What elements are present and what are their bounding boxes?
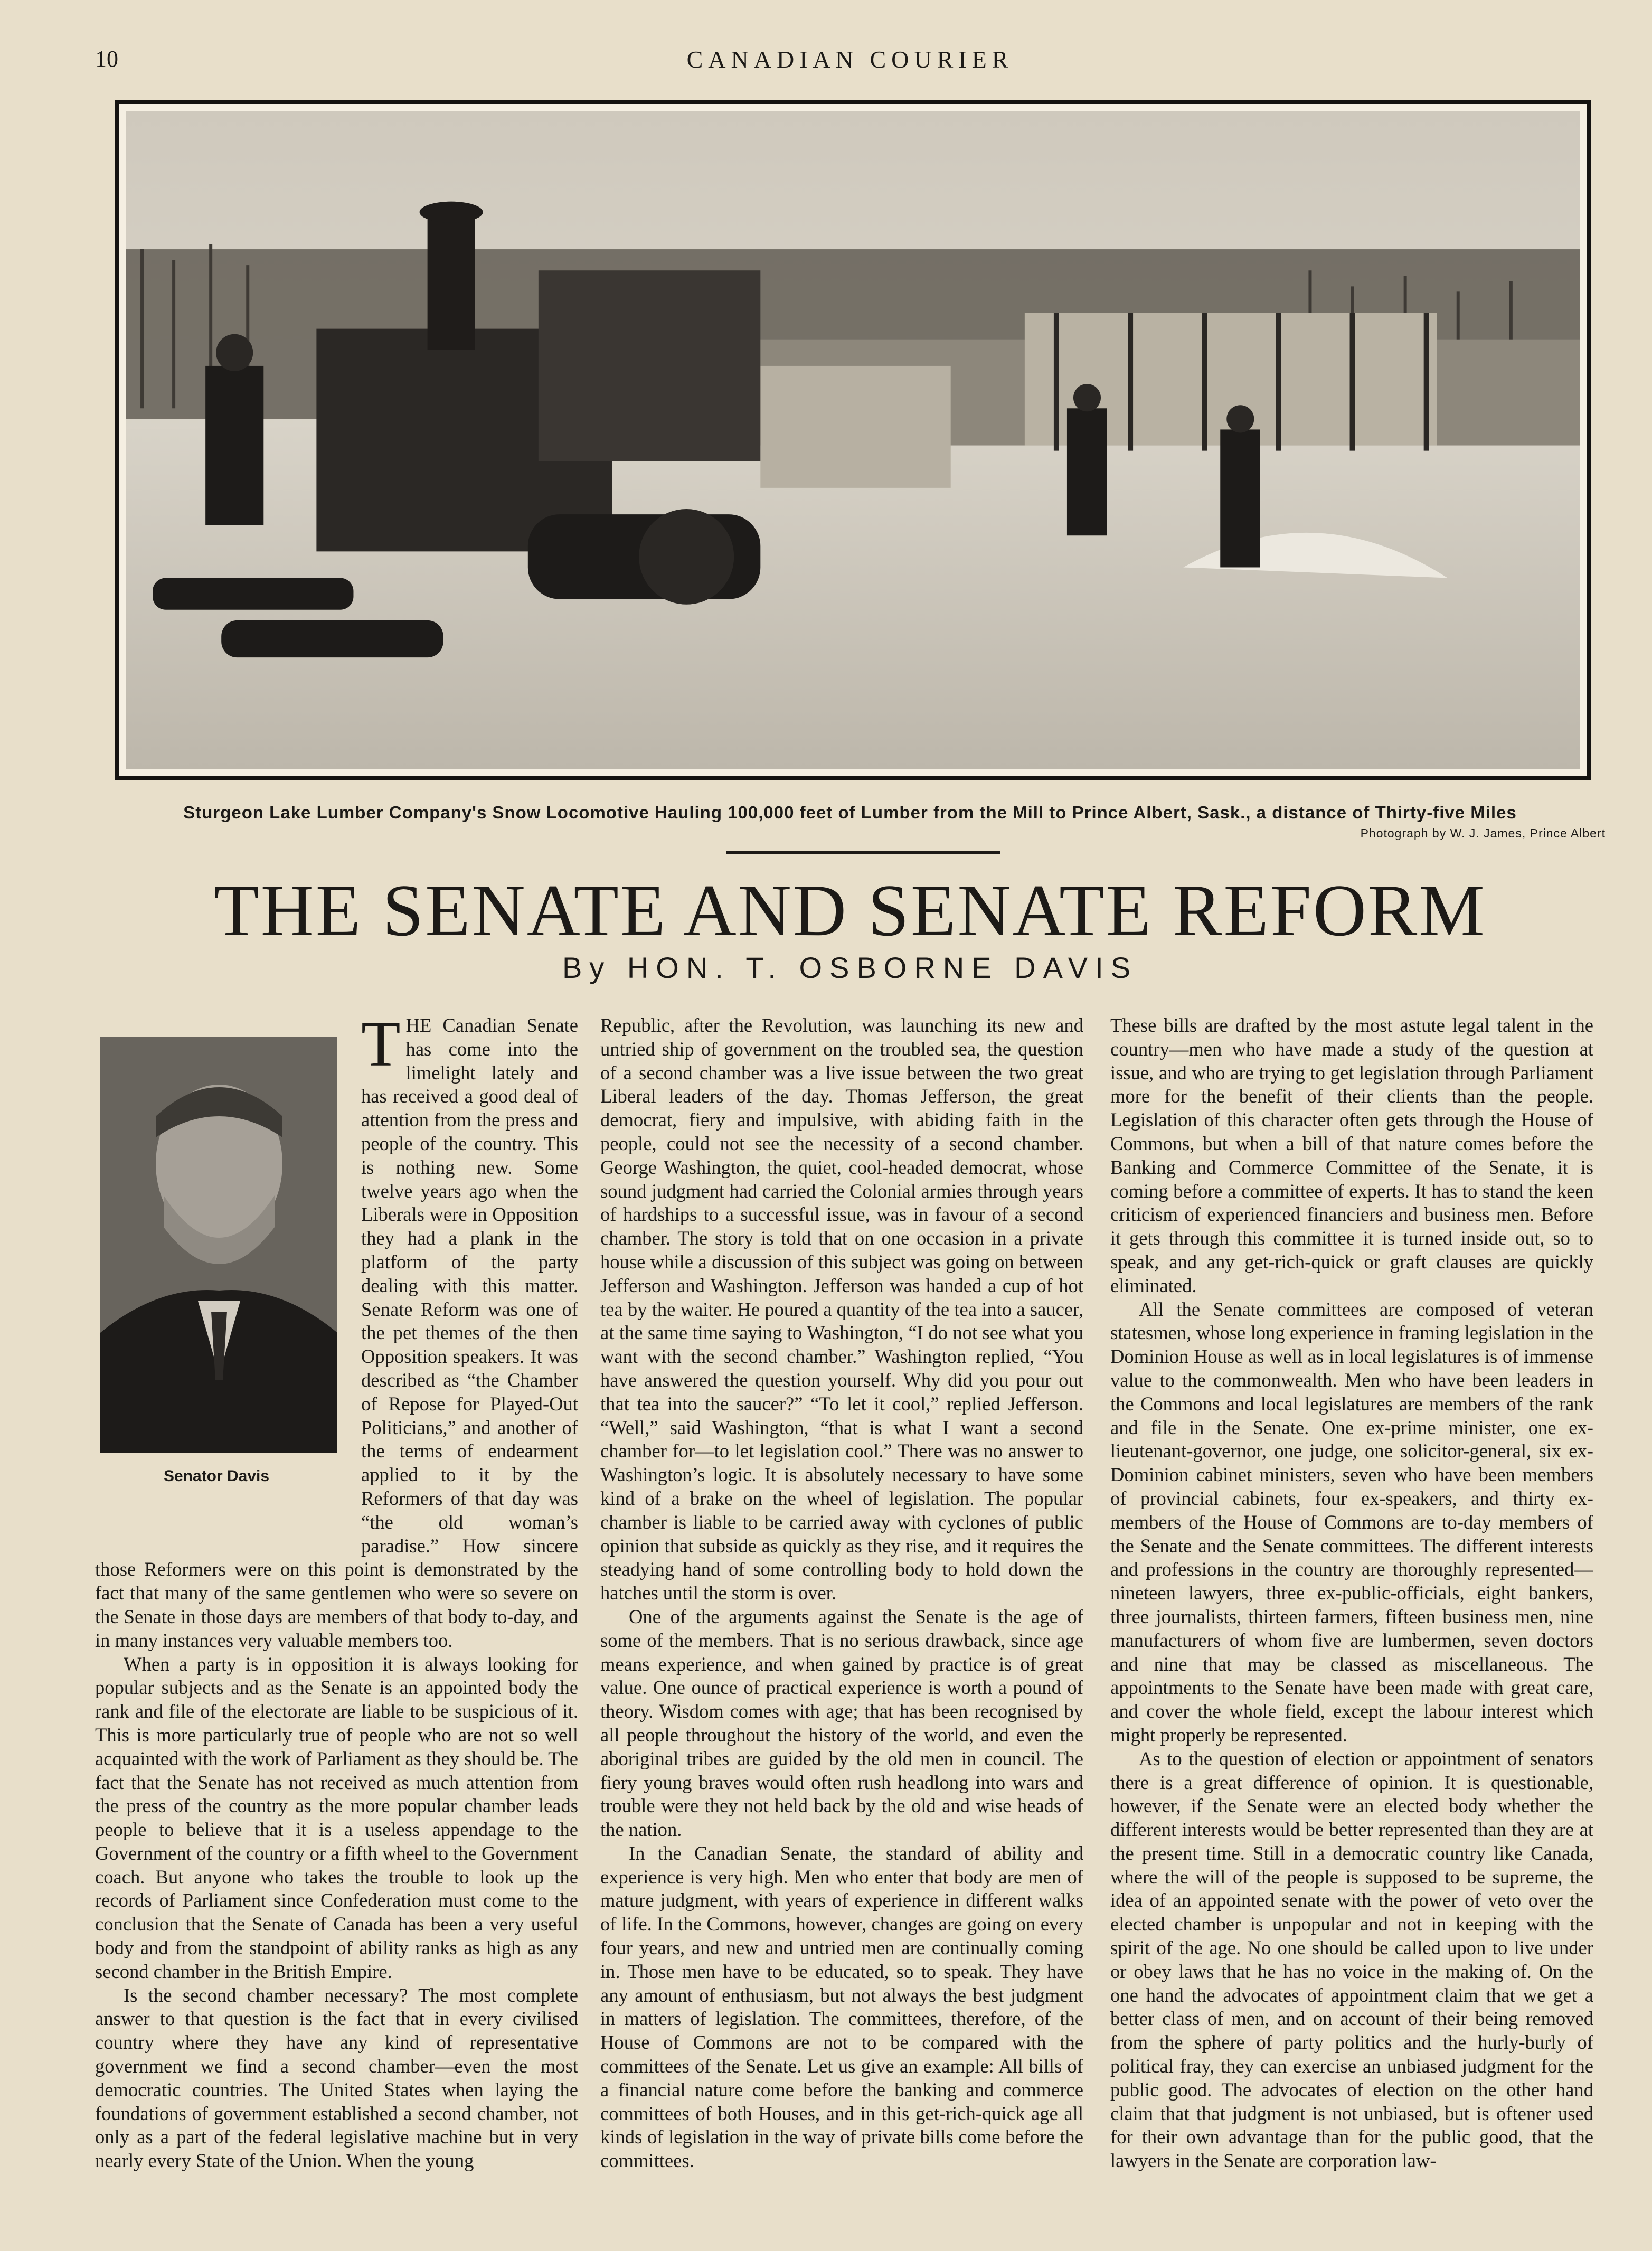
page-number: 10 bbox=[95, 46, 118, 72]
snow-locomotive-photo bbox=[126, 111, 1580, 769]
title-divider bbox=[726, 851, 1000, 854]
text-column-3 bbox=[1110, 1014, 1593, 2207]
photo-caption: Sturgeon Lake Lumber Company's Snow Locomotive Hauling 100,000 feet of Lumber from the Mill to Prince Albert, Sask., a distance of Thirty-five Miles bbox=[183, 803, 1517, 822]
paragraph: In the Canadian Senate, the standard of ability and experience is very high. Men who enter that body are men of mature judgment, with years of experience in different walks of life. In the Commons, however, changes are going on every four years, and new and untried men are continually coming in. Those men have to be educated, so to speak. They have any amount of enthusiasm, but not always the best judgment in matters of legislation. The committees, therefore, of the House of Commons are not to be compared with the committees of the Senate. Let us give an example: All bills of a financial nature come before the banking and commerce committees of both Houses, and in this get-rich-quick age all kinds of legislation in the way of private bills come before the committees. bbox=[600, 1842, 1083, 2172]
text-column-2 bbox=[600, 1014, 1083, 2207]
paragraph: All the Senate committees are composed of veteran statesmen, whose long experience in framing legislation in the Dominion House as well as in local legislatures is of immense value to the commonwealth. Men who have been leaders in the Commons and local legislatures are members of the rank and file in the Senate. One ex-prime minister, one ex-lieutenant-governor, one judge, one solicitor-general, six ex-Dominion cabinet ministers, seven who have been members of provincial cabinets, four ex-speakers, and thirty ex-members of the House of Commons are to-day members of the Senate and the Senate committees. The different interests and professions in the country are thoroughly represented—nineteen lawyers, three ex-public-officials, eight bankers, three journalists, thirteen farmers, fifteen business men, nine manufacturers of whom five are lumbermen, seven doctors and nine that may be classed as miscellaneous. The appointments to the Senate have been made with great care, and cover the whole field, except the labour interest which might properly be represented. bbox=[1110, 1298, 1593, 1746]
article-byline: By HON. T. OSBORNE DAVIS bbox=[562, 951, 1138, 984]
paragraph: Is the second chamber necessary? The most complete answer to that question is the fact that in every civilised country where they have any kind of representative government we find a second chamber—even the most democratic countries. The United States when laying the foundations of government established a second chamber, not only as a part of the federal legislative machine but in very nearly every State of the Union. When the young bbox=[95, 1984, 578, 2172]
senator-portrait bbox=[100, 1037, 337, 1453]
text-column-1 bbox=[95, 1014, 578, 2207]
paragraph: As to the question of election or appointment of senators there is a great difference of opinion. It is questionable, however, if the Senate were an elected body whether the different interests would be better represented than they are at the present time. Still in a democratic country like Canada, where the will of the people is supposed to be supreme, the idea of an appointed senate with the power of veto over the elected chamber is unpopular and not in keeping with the spirit of the age. No one should be called upon to live under or obey laws that he has no voice in the making of. On the one hand the advocates of appointment claim that we get a better class of men, and on account of their being removed from the sphere of party politics and the hurly-burly of political fray, they can exercise an unbiased judgment for the public good. The advocates of election on the other hand claim that that judgment is not unbiased, but is oftener used for their own advantage than for the public good, that the lawyers in the Senate are corporation law- bbox=[1110, 1747, 1593, 2172]
portrait-caption: Senator Davis bbox=[163, 1467, 270, 1485]
portrait-block bbox=[95, 1015, 338, 1548]
photo-credit: Photograph by W. J. James, Prince Albert bbox=[1360, 826, 1606, 840]
paragraph: One of the arguments against the Senate is the age of some of the members. That is no serious drawback, since age means experience, and when gained by practice is of great value. One ounce of practical experience is worth a pound of theory. Wisdom comes with age; that has been recognised by all people throughout the history of the world, and even the aboriginal tribes are guided by the old men in council. The fiery young braves would often rush headlong into wars and trouble were they not held back by the old and wise heads of the nation. bbox=[600, 1605, 1083, 1841]
photo-frame bbox=[115, 100, 1591, 780]
article-title: THE SENATE AND SENATE REFORM bbox=[214, 870, 1486, 952]
paragraph: When a party is in opposition it is always looking for popular subjects and as the Senate is an appointed body the rank and file of the electorate are liable to be suspicious of it. This is more particularly true of people who are not so well acquainted with the work of Parliament as they should be. The fact that the Senate has not received as much attention from the press of the country as the more popular chamber leads people to believe that it is a useless appendage to the Government of the country or a fifth wheel to the Government coach. But anyone who takes the trouble to look up the records of Parliament since Confederation must come to the conclusion that the Senate of Canada has been a very useful body and from the standpoint of ability ranks as high as any second chamber in the British Empire. bbox=[95, 1653, 578, 1982]
paragraph: These bills are drafted by the most astute legal talent in the country—men who have made a study of the question at issue, and who are trying to get legislation through Parliament more for the benefit of their clients than the people. Legislation of this character often gets through the House of Commons, but when a bill of that nature comes before the Banking and Commerce Committee of the Senate, it is coming before a committee of experts. It has to stand the keen criticism of experienced financiers and business men. Before it gets through this committee it is turned inside out, so to speak, and any get-rich-quick or graft clauses are quickly eliminated. bbox=[1110, 1014, 1593, 1296]
paragraph: Republic, after the Revolution, was launching its new and untried ship of government on the troubled sea, the question of a second chamber was a live issue between the two great Liberal leaders of the day. Thomas Jefferson, the great democrat, fiery and impulsive, with abiding faith in the people, could not see the necessity of a second chamber. George Washington, the quiet, cool-headed democrat, whose sound judgment had carried the Colonial armies through years of hardships to a successful issue, was in favour of a second chamber. The story is told that on one occasion in a private house while a discussion of this subject was going on between Jefferson and Washington. Jefferson was handed a cup of hot tea by the waiter. He poured a quantity of the tea into a saucer, at the same time saying to Washington, “I do not see what you want with the second chamber.” Washington replied, “You have answered the question yourself. Why did you pour out that tea into the saucer?” “To let it cool,” replied Jefferson. “Well,” said Washington, “that is what I want a second chamber for—to let legislation cool.” There was no answer to Washington’s logic. It is absolutely necessary to have some kind of a brake on the wheel of legislation. The popular chamber is liable to be carried away with cyclones of public opinion that subside as quickly as they rise, and it requires the steadying hand of some controlling body to hold down the hatches until the storm is over. bbox=[600, 1014, 1083, 1604]
page-header bbox=[95, 45, 1605, 77]
paragraph-text: HE Canadian Senate has come into the limelight lately and has received a good deal of attention from the press and people of the country. This is nothing new. Some twelve years ago when the Liberals were in Opposition they had a plank in the platform of the party dealing with this matter. Senate Reform was one of the pet themes of the then Opposition speakers. It was described as “the Chamber of Repose for Played-Out Politicians,” and another of the terms of endearment applied to it by the Reformers of that day was “the old woman’s paradise.” How sincere those Reformers were on this point is demonstrated by the fact that many of the same gentlemen who were so severe on the Senate in those days are members of that body to-day, and in many instances very valuable members too. bbox=[95, 1014, 578, 1651]
publication-name: CANADIAN COURIER bbox=[686, 46, 1014, 73]
drop-cap: T bbox=[361, 1014, 401, 1080]
